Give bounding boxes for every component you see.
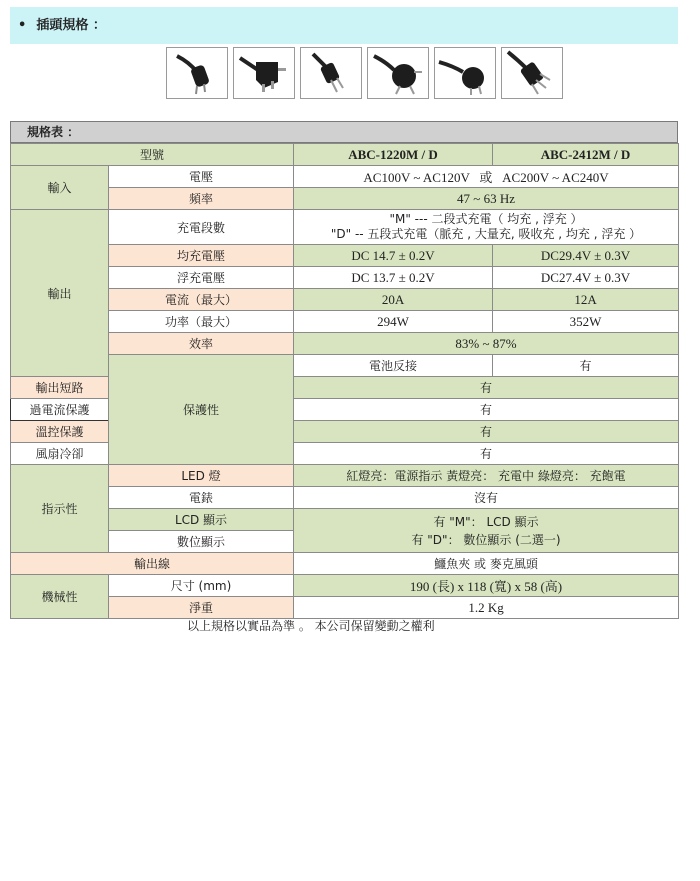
table-row — [11, 245, 679, 267]
row-label-power: 功率（最大） — [109, 311, 294, 333]
plug-us-icon — [300, 47, 362, 99]
table-row — [11, 333, 679, 355]
table-row — [11, 166, 679, 188]
row-label-weight: 淨重 — [109, 597, 294, 619]
row-label-led: LED 燈 — [109, 465, 294, 487]
plug-australia-icon — [367, 47, 429, 99]
row-label-short: 輸出短路 — [11, 377, 109, 399]
value-power-2: 352W — [493, 311, 679, 333]
row-label-equalize: 均充電壓 — [109, 245, 294, 267]
table-row — [11, 487, 679, 509]
group-output: 輸出 — [11, 210, 109, 377]
row-label-meter: 電錶 — [109, 487, 294, 509]
value-current-2: 12A — [493, 289, 679, 311]
table-row — [11, 575, 679, 597]
spec-table — [10, 143, 679, 619]
row-label-digital: 數位顯示 — [109, 531, 294, 553]
plug-us-grounded-icon — [501, 47, 563, 99]
value-meter: 沒有 — [294, 487, 679, 509]
value-led: 紅燈亮：電源指示 黃燈亮： 充電中 綠燈亮： 充飽電 — [294, 465, 679, 487]
table-row — [11, 355, 679, 377]
table-row — [11, 311, 679, 333]
value-reverse: 有 — [493, 355, 679, 377]
value-short: 有 — [294, 377, 679, 399]
value-size: 190 (長) x 118 (寬) x 58 (高) — [294, 575, 679, 597]
table-row — [11, 553, 679, 575]
model-2: ABC-2412M / D — [493, 144, 679, 166]
plug-swiss-icon — [434, 47, 496, 99]
row-label-temp: 溫控保護 — [11, 421, 109, 443]
spec-table-title: 規格表 ： — [10, 121, 678, 143]
model-1: ABC-1220M / D — [294, 144, 493, 166]
footnote: 以上規格以實品為準 。 本公司保留變動之權利 — [187, 619, 435, 633]
value-fan: 有 — [294, 443, 679, 465]
table-row — [11, 188, 679, 210]
table-header-row — [11, 144, 679, 166]
group-protection: 保護性 — [109, 355, 294, 465]
value-frequency: 47 ~ 63 Hz — [294, 188, 679, 210]
row-label-overcurrent: 過電流保護 — [11, 399, 109, 421]
group-mechanical: 機械性 — [11, 575, 109, 619]
plug-spec-header — [10, 7, 678, 44]
row-label-voltage: 電壓 — [109, 166, 294, 188]
plug-euro-icon — [166, 47, 228, 99]
plug-uk-icon — [233, 47, 295, 99]
value-float-1: DC 13.7 ± 0.2V — [294, 267, 493, 289]
row-label-size: 尺寸 (mm) — [109, 575, 294, 597]
value-weight: 1.2 Kg — [294, 597, 679, 619]
row-label-efficiency: 效率 — [109, 333, 294, 355]
value-current-1: 20A — [294, 289, 493, 311]
value-float-2: DC27.4V ± 0.3V — [493, 267, 679, 289]
value-equalize-1: DC 14.7 ± 0.2V — [294, 245, 493, 267]
value-stages: "M" --- 二段式充電（ 均充 , 浮充 ） "D" -- 五段式充電（脈充 , 大量充, 吸收充 , 均充 , 浮充 ） — [294, 210, 679, 245]
group-indicator: 指示性 — [11, 465, 109, 553]
value-power-1: 294W — [294, 311, 493, 333]
table-row — [11, 267, 679, 289]
model-label: 型號 — [11, 144, 294, 166]
table-row — [11, 509, 679, 531]
value-lcd: 有 "M"： LCD 顯示 — [433, 514, 539, 529]
table-row — [11, 465, 679, 487]
row-label-float: 浮充電壓 — [109, 267, 294, 289]
row-label-current: 電流（最大） — [109, 289, 294, 311]
row-label-fan: 風扇冷卻 — [11, 443, 109, 465]
row-label-stages: 充電段數 — [109, 210, 294, 245]
table-row — [11, 210, 679, 245]
plug-spec-title: 插頭規格 ： — [36, 18, 106, 33]
table-row — [11, 597, 679, 619]
group-input: 輸入 — [11, 166, 109, 210]
value-temp: 有 — [294, 421, 679, 443]
value-digital: 有 "D"： 數位顯示 (二選一) — [411, 532, 561, 547]
bullet: • — [18, 18, 27, 33]
value-equalize-2: DC29.4V ± 0.3V — [493, 245, 679, 267]
row-label-lcd: LCD 顯示 — [109, 509, 294, 531]
table-row — [11, 289, 679, 311]
row-label-output-cable: 輸出線 — [11, 553, 294, 575]
row-label-reverse: 電池反接 — [294, 355, 493, 377]
row-label-frequency: 頻率 — [109, 188, 294, 210]
value-display — [294, 509, 679, 553]
value-output-cable: 鱷魚夾 或 麥克風頭 — [294, 553, 679, 575]
value-efficiency: 83% ~ 87% — [294, 333, 679, 355]
value-overcurrent: 有 — [294, 399, 679, 421]
value-voltage: AC100V ~ AC120V 或 AC200V ~ AC240V — [294, 166, 679, 188]
